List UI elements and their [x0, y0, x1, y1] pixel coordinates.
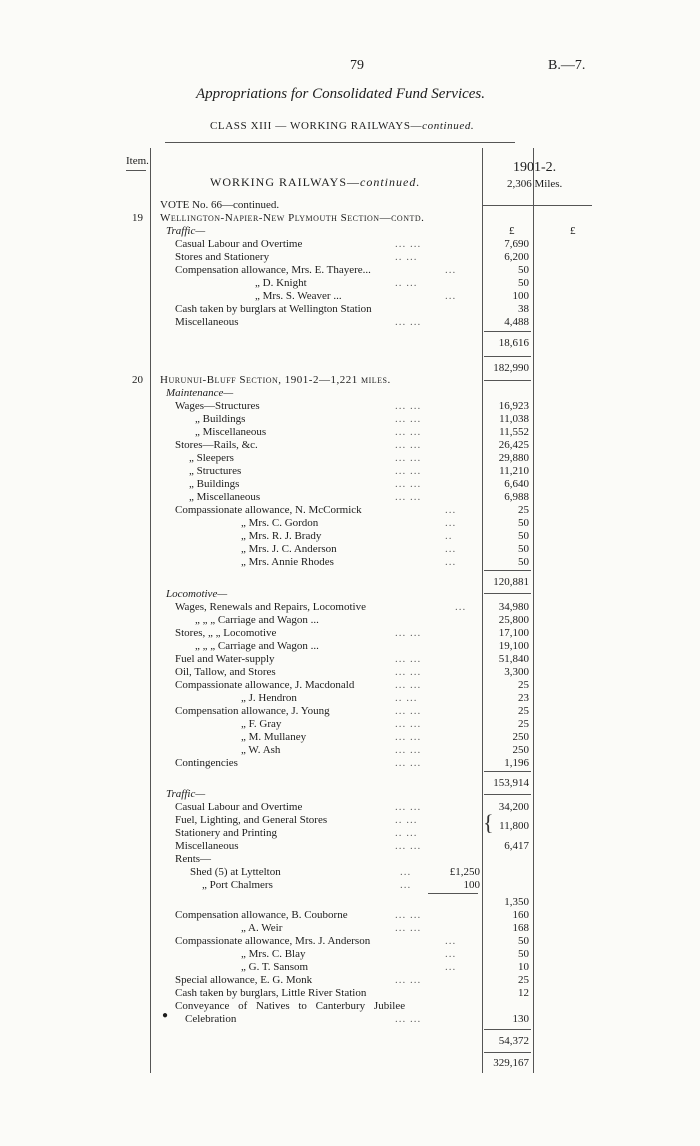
row-label: „ Buildings — [189, 478, 240, 490]
class-heading — [210, 120, 474, 132]
row-amount: 26,425 — [498, 439, 529, 451]
table-row: „ Mrs. C. Gordon ... 50 — [241, 517, 529, 529]
table-row: „ Mrs. C. Blay ... 50 — [241, 948, 529, 960]
year-header-rule — [482, 205, 592, 206]
section-title-cont: continued. — [360, 175, 421, 189]
table-row: „ Buildings ... ... 11,038 — [195, 413, 529, 425]
row-label: Wages—Structures — [175, 400, 260, 412]
row-amount: 19,100 — [498, 640, 529, 652]
table-row: „ F. Gray ... ... 25 — [241, 718, 529, 730]
row-label: Compassionate allowance, N. McCormick — [175, 504, 362, 516]
row-amount: 34,200 — [498, 801, 529, 813]
row-label: Casual Labour and Overtime — [175, 801, 303, 813]
row-label: „ M. Mullaney — [241, 731, 307, 743]
row-amount: 25 — [518, 705, 529, 717]
row-label: „ Mrs. Annie Rhodes — [241, 556, 334, 568]
rents-rule — [428, 893, 478, 894]
table-row: Compensation allowance, J. Young ... ... 25 — [175, 705, 529, 717]
row-amount: 6,417 — [504, 840, 529, 852]
row-amount: 50 — [518, 935, 529, 947]
row-amount: 16,923 — [498, 400, 529, 412]
table-row: „ Sleepers ... ... 29,880 — [189, 452, 529, 464]
table-row: „ W. Ash ... ... 250 — [241, 744, 529, 756]
table-row: „ Miscellaneous ... ... 11,552 — [195, 426, 529, 438]
table-row: Compassionate allowance, Mrs. J. Anderson ... 50 — [175, 935, 529, 947]
row-label: „ F. Gray — [241, 718, 282, 730]
subtotal-rule — [484, 771, 531, 772]
row-amount: 25 — [518, 974, 529, 986]
maintenance-heading: Maintenance— — [166, 387, 234, 399]
class-heading-text: CLASS XIII — WORKING RAILWAYS— — [210, 120, 423, 132]
row-label: Special allowance, E. G. Monk — [175, 974, 313, 986]
item19-subtotal: 18,616 — [498, 337, 529, 349]
table-row: „ Miscellaneous ... ... 6,988 — [189, 491, 529, 503]
row-amount: 23 — [518, 692, 529, 704]
row-amount: 25 — [518, 679, 529, 691]
row-amount: 4,488 — [504, 316, 529, 328]
row-label: Oil, Tallow, and Stores — [175, 666, 276, 678]
vote-heading: VOTE No. 66—continued. — [160, 199, 280, 211]
row-amount: 50 — [518, 517, 529, 529]
row-amount: 6,200 — [504, 251, 529, 263]
row-label: „ Mrs. C. Blay — [241, 948, 306, 960]
row-label: Conveyance of Natives to Canterbury Jubilee — [175, 1000, 406, 1012]
row-label: „ Mrs. J. C. Anderson — [241, 543, 337, 555]
table-row: Casual Labour and Overtime ... ... 7,690 — [175, 238, 529, 250]
item-number-19: 19 — [132, 212, 143, 224]
row-label: „ W. Ash — [241, 744, 281, 756]
row-label: „ „ „ Carriage and Wagon ... — [195, 640, 319, 652]
row-amount: 11,800 — [499, 820, 529, 832]
row-amount: 250 — [512, 731, 529, 743]
row-label: Compassionate allowance, Mrs. J. Anderson — [175, 935, 371, 947]
row-label: Fuel and Water-supply — [175, 653, 275, 665]
row-label: Shed (5) at Lyttelton — [190, 866, 281, 878]
item-number-20: 20 — [132, 374, 143, 386]
row-label: Stationery and Printing — [175, 827, 278, 839]
row-amount: 38 — [518, 303, 529, 315]
table-row: Fuel, Lighting, and General Stores .. ... — [175, 814, 418, 826]
header-rule — [165, 142, 515, 143]
currency-symbol-2: £ — [570, 225, 576, 237]
row-label: „ Mrs. S. Weaver ... — [255, 290, 342, 302]
row-amount: 50 — [518, 543, 529, 555]
row-amount: 7,690 — [504, 238, 529, 250]
table-row: Contingencies ... ... 1,196 — [175, 757, 529, 769]
item-label-rule — [126, 170, 146, 171]
table-row: Miscellaneous ... ... 6,417 — [175, 840, 529, 852]
row-amount: 100 — [512, 290, 529, 302]
row-label: „ J. Hendron — [241, 692, 297, 704]
row-amount: 25 — [518, 504, 529, 516]
row-amount: 6,988 — [504, 491, 529, 503]
row-amount: 100 — [463, 879, 480, 891]
table-row: Casual Labour and Overtime ... ... 34,200 — [175, 801, 529, 813]
row-label: „ Miscellaneous — [195, 426, 267, 438]
row-label: Miscellaneous — [175, 316, 239, 328]
row-label: Rents— — [175, 853, 212, 865]
row-amount: 51,840 — [498, 653, 529, 665]
table-row — [175, 1000, 529, 1013]
section-title-text: WORKING RAILWAYS— — [210, 175, 360, 189]
subtotal-rule — [484, 1029, 531, 1030]
table-row: Oil, Tallow, and Stores ... ... 3,300 — [175, 666, 529, 678]
subtotal-rule — [484, 331, 531, 332]
row-label: „ Miscellaneous — [189, 491, 261, 503]
row-amount: 160 — [512, 909, 529, 921]
row-label: Contingencies — [175, 757, 238, 769]
row-amount: 25 — [518, 718, 529, 730]
table-row: Stationery and Printing .. ... 11,800 — [175, 820, 529, 839]
item19-title: Wellington-Napier-New Plymouth Section—contd. — [160, 212, 425, 224]
row-label: „ D. Knight — [255, 277, 307, 289]
subtotal-rule — [484, 356, 531, 357]
total-rule — [484, 380, 531, 381]
row-label: Compassionate allowance, J. Macdonald — [175, 679, 355, 691]
row-amount: 17,100 — [498, 627, 529, 639]
table-row: „ J. Hendron .. ... 23 — [241, 692, 529, 704]
table-row — [175, 640, 529, 653]
traffic-heading: Traffic— — [166, 788, 206, 800]
table-row: Stores—Rails, &c. ... ... 26,425 — [175, 439, 529, 451]
table-row: Stores and Stationery .. ... 6,200 — [175, 251, 529, 263]
table-row: „ Buildings ... ... 6,640 — [189, 478, 529, 490]
locomotive-heading: Locomotive— — [166, 588, 228, 600]
row-label: Stores, „ „ Locomotive — [175, 627, 277, 639]
row-amount: 34,980 — [498, 601, 529, 613]
table-row: Fuel and Water-supply ... ... 51,840 — [175, 653, 529, 665]
item-column-label: Item. — [126, 155, 149, 167]
page-title: Appropriations for Consolidated Fund Services. — [196, 86, 486, 102]
row-label: Casual Labour and Overtime — [175, 238, 303, 250]
subtotal-rule — [484, 1052, 531, 1053]
rent-row: „ Port Chalmers ... 100 — [202, 879, 480, 891]
table-row: „ Mrs. J. C. Anderson ... 50 — [241, 543, 529, 555]
row-amount: 29,880 — [498, 452, 529, 464]
row-label: „ Sleepers — [189, 452, 234, 464]
subtotal-rule — [484, 794, 531, 795]
row-label: Celebration — [185, 1013, 237, 1025]
page-number: 79 — [350, 58, 364, 73]
row-label: „ G. T. Sansom — [241, 961, 309, 973]
row-label: Wages, Renewals and Repairs, Locomotive — [175, 601, 366, 613]
table-row: „ M. Mullaney ... ... 250 — [241, 731, 529, 743]
year-heading: 1901-2. — [513, 160, 557, 175]
item-column-divider — [150, 148, 151, 1073]
table-row: „ Mrs. R. J. Brady .. 50 — [241, 530, 529, 542]
table-row: Wages—Structures ... ... 16,923 — [175, 400, 529, 412]
row-label: „ A. Weir — [241, 922, 283, 934]
row-label: Cash taken by burglars at Wellington Station — [175, 303, 372, 315]
item20-title: Hurunui-Bluff Section, 1901-2—1,221 miles. — [160, 374, 391, 386]
maintenance-total: 120,881 — [493, 576, 529, 588]
table-row: Miscellaneous ... ... 4,488 — [175, 316, 529, 328]
paper-reference: B.—7. — [548, 58, 586, 73]
section-title — [210, 175, 420, 190]
row-amount: 10 — [518, 961, 529, 973]
row-label: „ Structures — [189, 465, 242, 477]
table-row — [175, 987, 529, 1000]
row-amount: 12 — [518, 987, 529, 999]
row-amount: 250 — [512, 744, 529, 756]
table-row: Compassionate allowance, J. Macdonald ... ... 25 — [175, 679, 529, 691]
row-label: Cash taken by burglars, Little River Station — [175, 987, 367, 999]
row-label: „ Mrs. R. J. Brady — [241, 530, 322, 542]
table-row — [175, 614, 529, 627]
table-row: „ Mrs. Annie Rhodes ... 50 — [241, 556, 529, 568]
table-row — [175, 303, 529, 316]
table-row — [175, 853, 529, 866]
row-amount: 11,038 — [499, 413, 529, 425]
brace: { — [483, 810, 494, 835]
item20-grand-total: 329,167 — [493, 1057, 529, 1069]
table-row: Compassionate allowance, N. McCormick ... 25 — [175, 504, 529, 516]
table-row: „ Structures ... ... 11,210 — [189, 465, 529, 477]
row-label: Compensation allowance, J. Young — [175, 705, 330, 717]
row-amount: 168 — [512, 922, 529, 934]
table-row: Compensation allowance, Mrs. E. Thayere... ... 50 — [175, 264, 529, 276]
row-amount: 50 — [518, 277, 529, 289]
row-amount: 50 — [518, 264, 529, 276]
row-label: Stores and Stationery — [175, 251, 270, 263]
currency-symbol-1: £ — [509, 225, 515, 237]
row-amount: 11,210 — [499, 465, 529, 477]
table-row: Compensation allowance, B. Couborne ... ... 160 — [175, 909, 529, 921]
row-amount: £1,250 — [449, 866, 480, 878]
subtotal-rule — [484, 593, 531, 594]
row-amount: 1,196 — [504, 757, 529, 769]
miles-heading: 2,306 Miles. — [507, 178, 563, 190]
row-label: „ Mrs. C. Gordon — [241, 517, 319, 529]
row-label: „ Port Chalmers — [202, 879, 273, 891]
item19-sub-heading: Traffic— — [166, 225, 206, 237]
row-label: Compensation allowance, Mrs. E. Thayere... — [175, 264, 371, 276]
row-amount: 50 — [518, 556, 529, 568]
row-amount: 25,800 — [498, 614, 529, 626]
table-row: Stores, „ „ Locomotive ... ... 17,100 — [175, 627, 529, 639]
table-row: „ G. T. Sansom ... 10 — [241, 961, 529, 973]
row-amount: 50 — [518, 530, 529, 542]
row-label: Stores—Rails, &c. — [175, 439, 258, 451]
locomotive-total: 153,914 — [493, 777, 529, 789]
row-label: „ Buildings — [195, 413, 246, 425]
table-row: Celebration ... ... 130 — [185, 1013, 529, 1025]
row-amount: 11,552 — [499, 426, 529, 438]
bullet-mark: ● — [162, 1010, 169, 1021]
traffic-total: 54,372 — [498, 1035, 529, 1047]
table-row: Wages, Renewals and Repairs, Locomotive ... 34,980 — [175, 601, 529, 613]
rent-row: Shed (5) at Lyttelton ... £1,250 — [190, 866, 480, 878]
row-label: Fuel, Lighting, and General Stores — [175, 814, 328, 826]
row-amount: 50 — [518, 948, 529, 960]
subtotal-rule — [484, 570, 531, 571]
row-label: „ „ „ Carriage and Wagon ... — [195, 614, 319, 626]
row-label: Compensation allowance, B. Couborne — [175, 909, 348, 921]
table-row: „ A. Weir ... ... 168 — [241, 922, 529, 934]
table-row: „ Mrs. S. Weaver ... ... 100 — [255, 290, 529, 302]
class-heading-cont: continued. — [422, 120, 475, 132]
row-amount: 6,640 — [504, 478, 529, 490]
row-label: Miscellaneous — [175, 840, 239, 852]
row-amount: 130 — [512, 1013, 529, 1025]
item19-total: 182,990 — [493, 362, 529, 374]
table-row: „ D. Knight .. ... 50 — [255, 277, 529, 289]
table-row: Special allowance, E. G. Monk ... ... 25 — [175, 974, 529, 986]
row-amount: 3,300 — [504, 666, 529, 678]
rents-total: 1,350 — [504, 896, 529, 908]
